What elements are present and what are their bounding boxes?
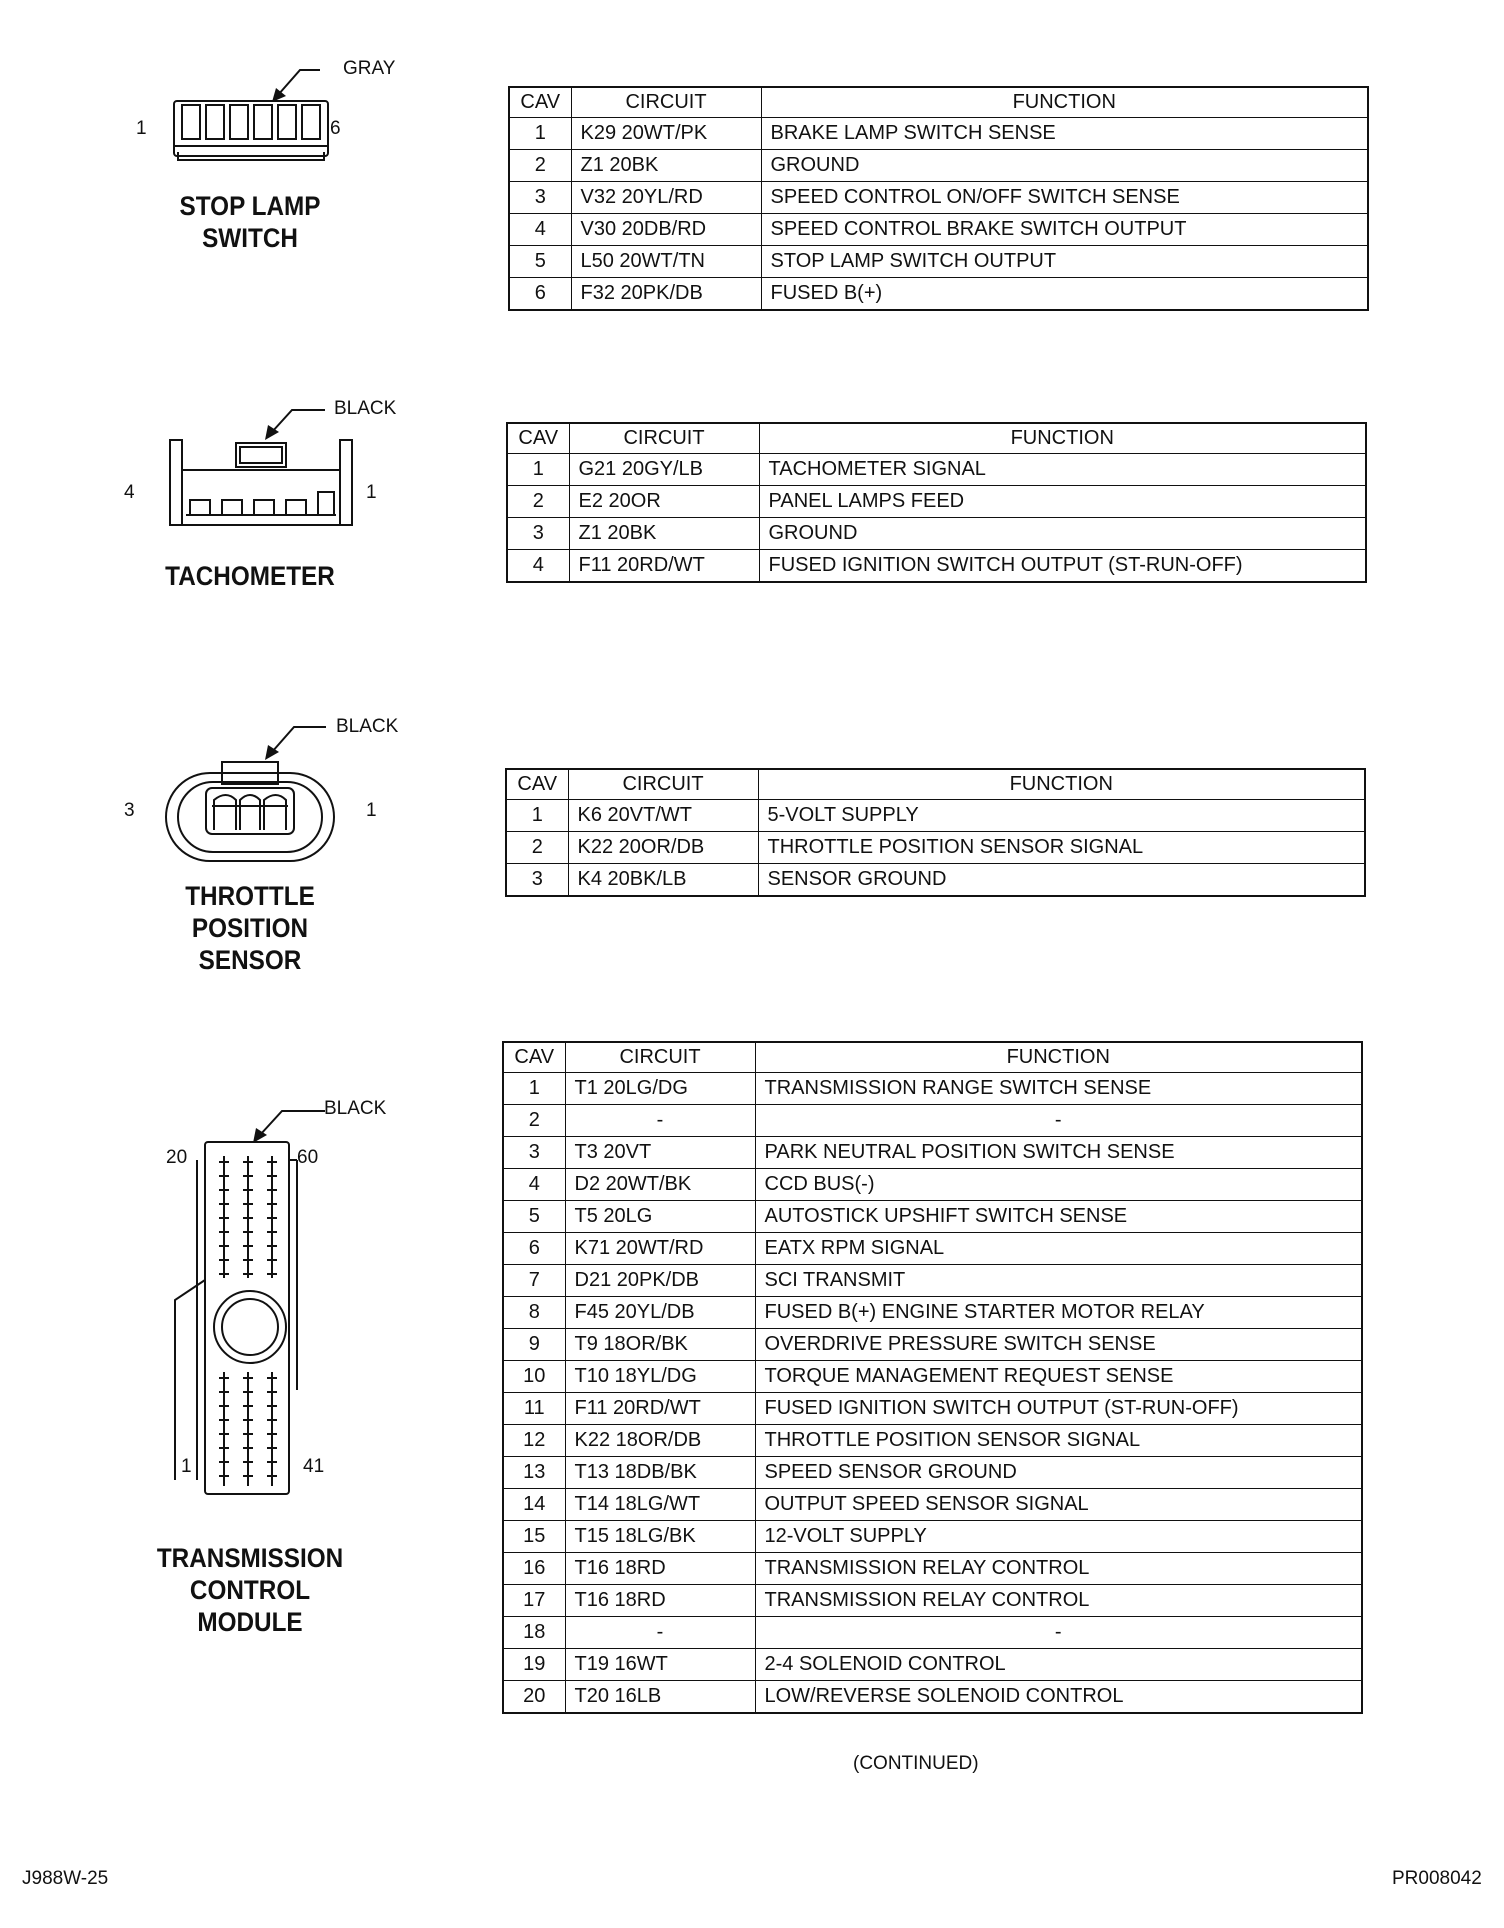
cav-cell: 8 [503,1297,565,1329]
circuit-cell: T9 18OR/BK [565,1329,755,1361]
circuit-cell: T20 16LB [565,1681,755,1714]
cav-cell: 2 [506,832,568,864]
cav-cell: 11 [503,1393,565,1425]
header-circuit: CIRCUIT [568,769,758,800]
cav-cell: 12 [503,1425,565,1457]
circuit-cell: T10 18YL/DG [565,1361,755,1393]
circuit-cell: T13 18DB/BK [565,1457,755,1489]
pinout-table-throttle-position-sensor [505,768,1366,897]
table-row [503,1233,1362,1265]
table-row [503,1265,1362,1297]
cav-cell: 1 [503,1073,565,1105]
circuit-cell: F11 20RD/WT [569,550,759,583]
table-row [503,1617,1362,1649]
pin-label-right: 1 [366,800,377,821]
function-cell: OUTPUT SPEED SENSOR SIGNAL [755,1489,1362,1521]
cav-cell: 5 [509,246,571,278]
circuit-cell: - [565,1105,755,1137]
circuit-cell: K22 20OR/DB [568,832,758,864]
cav-cell: 9 [503,1329,565,1361]
table-row [503,1457,1362,1489]
connector-name: TACHOMETER [165,561,335,591]
cav-cell: 1 [507,454,569,486]
circuit-cell: G21 20GY/LB [569,454,759,486]
figure-code-left: J988W-25 [22,1868,109,1889]
cav-cell: 2 [503,1105,565,1137]
header-cav: CAV [507,423,569,454]
circuit-cell: T16 18RD [565,1553,755,1585]
function-cell: GROUND [761,150,1368,182]
pin-label-top-right: 60 [297,1147,319,1168]
circuit-cell: K22 18OR/DB [565,1425,755,1457]
function-cell: SPEED CONTROL ON/OFF SWITCH SENSE [761,182,1368,214]
circuit-cell: Z1 20BK [571,150,761,182]
table-row [503,1521,1362,1553]
circuit-cell: F45 20YL/DB [565,1297,755,1329]
function-cell: FUSED B(+) [761,278,1368,311]
header-function: FUNCTION [755,1042,1362,1073]
function-cell: THROTTLE POSITION SENSOR SIGNAL [755,1425,1362,1457]
circuit-cell: K71 20WT/RD [565,1233,755,1265]
table-row [509,278,1368,311]
function-cell: 2-4 SOLENOID CONTROL [755,1649,1362,1681]
function-cell: AUTOSTICK UPSHIFT SWITCH SENSE [755,1201,1362,1233]
function-cell: FUSED IGNITION SWITCH OUTPUT (ST-RUN-OFF) [759,550,1366,583]
function-cell: FUSED B(+) ENGINE STARTER MOTOR RELAY [755,1297,1362,1329]
pin-label-left: 1 [136,118,147,139]
function-cell: SENSOR GROUND [758,864,1365,897]
cav-cell: 6 [509,278,571,311]
function-cell: THROTTLE POSITION SENSOR SIGNAL [758,832,1365,864]
function-cell: TRANSMISSION RELAY CONTROL [755,1585,1362,1617]
table-row [507,518,1366,550]
function-cell: - [755,1105,1362,1137]
function-cell: TRANSMISSION RELAY CONTROL [755,1553,1362,1585]
table-header-row [507,423,1366,454]
table-row [509,182,1368,214]
header-function: FUNCTION [759,423,1366,454]
table-row [503,1105,1362,1137]
table-row [509,118,1368,150]
circuit-cell: T14 18LG/WT [565,1489,755,1521]
continued-note: (CONTINUED) [853,1753,979,1774]
pinout-table-stop-lamp-switch [508,86,1369,311]
circuit-cell: V30 20DB/RD [571,214,761,246]
function-cell: 5-VOLT SUPPLY [758,800,1365,832]
cav-cell: 2 [507,486,569,518]
circuit-cell: F32 20PK/DB [571,278,761,311]
pin-label-right: 6 [330,118,341,139]
figure-code-right: PR008042 [1392,1868,1482,1889]
function-cell: LOW/REVERSE SOLENOID CONTROL [755,1681,1362,1714]
table-row [503,1329,1362,1361]
function-cell: GROUND [759,518,1366,550]
table-header-row [509,87,1368,118]
cav-cell: 7 [503,1265,565,1297]
pin-label-left: 3 [124,800,135,821]
pin-label-top-left: 20 [166,1147,188,1168]
connector-color-label: BLACK [324,1098,387,1119]
circuit-cell: T5 20LG [565,1201,755,1233]
function-cell: OVERDRIVE PRESSURE SWITCH SENSE [755,1329,1362,1361]
circuit-cell: V32 20YL/RD [571,182,761,214]
table-row [503,1681,1362,1714]
header-circuit: CIRCUIT [569,423,759,454]
cav-cell: 14 [503,1489,565,1521]
table-row [509,214,1368,246]
cav-cell: 19 [503,1649,565,1681]
circuit-cell: D2 20WT/BK [565,1169,755,1201]
header-function: FUNCTION [761,87,1368,118]
table-row [503,1361,1362,1393]
pin-label-right: 1 [366,482,377,503]
cav-cell: 18 [503,1617,565,1649]
table-row [503,1137,1362,1169]
circuit-cell: T19 16WT [565,1649,755,1681]
cav-cell: 4 [503,1169,565,1201]
connector-name: TRANSMISSION CONTROL MODULE [156,1543,344,1637]
connector-color-label: BLACK [334,398,397,419]
table-row [503,1169,1362,1201]
cav-cell: 3 [506,864,568,897]
pin-label-bottom-left: 1 [181,1456,192,1477]
pin-label-left: 4 [124,482,135,503]
circuit-cell: K29 20WT/PK [571,118,761,150]
function-cell: BRAKE LAMP SWITCH SENSE [761,118,1368,150]
function-cell: SPEED CONTROL BRAKE SWITCH OUTPUT [761,214,1368,246]
pinout-table-transmission-control-module [502,1041,1363,1714]
header-cav: CAV [506,769,568,800]
function-cell: TORQUE MANAGEMENT REQUEST SENSE [755,1361,1362,1393]
cav-cell: 6 [503,1233,565,1265]
cav-cell: 16 [503,1553,565,1585]
connector-color-label: BLACK [336,716,399,737]
connector-name: THROTTLE POSITION SENSOR [185,881,315,975]
cav-cell: 15 [503,1521,565,1553]
table-header-row [503,1042,1362,1073]
table-row [503,1553,1362,1585]
header-cav: CAV [509,87,571,118]
table-row [506,864,1365,897]
table-row [503,1489,1362,1521]
cav-cell: 1 [509,118,571,150]
connector-name: STOP LAMP SWITCH [179,191,321,253]
function-cell: SPEED SENSOR GROUND [755,1457,1362,1489]
circuit-cell: E2 20OR [569,486,759,518]
table-row [509,150,1368,182]
circuit-cell: K6 20VT/WT [568,800,758,832]
pinout-table-tachometer [506,422,1367,583]
header-circuit: CIRCUIT [571,87,761,118]
table-row [503,1425,1362,1457]
circuit-cell: D21 20PK/DB [565,1265,755,1297]
circuit-cell: Z1 20BK [569,518,759,550]
circuit-cell: T1 20LG/DG [565,1073,755,1105]
table-header-row [506,769,1365,800]
cav-cell: 5 [503,1201,565,1233]
table-row [507,550,1366,583]
function-cell: SCI TRANSMIT [755,1265,1362,1297]
circuit-cell: T15 18LG/BK [565,1521,755,1553]
circuit-cell: K4 20BK/LB [568,864,758,897]
header-function: FUNCTION [758,769,1365,800]
connector-color-label: GRAY [343,58,396,79]
cav-cell: 13 [503,1457,565,1489]
function-cell: PARK NEUTRAL POSITION SWITCH SENSE [755,1137,1362,1169]
table-row [503,1393,1362,1425]
function-cell: FUSED IGNITION SWITCH OUTPUT (ST-RUN-OFF) [755,1393,1362,1425]
header-cav: CAV [503,1042,565,1073]
circuit-cell: L50 20WT/TN [571,246,761,278]
function-cell: CCD BUS(-) [755,1169,1362,1201]
table-row [507,454,1366,486]
cav-cell: 3 [509,182,571,214]
table-row [503,1073,1362,1105]
function-cell: TACHOMETER SIGNAL [759,454,1366,486]
cav-cell: 3 [503,1137,565,1169]
circuit-cell: F11 20RD/WT [565,1393,755,1425]
table-row [509,246,1368,278]
circuit-cell: T3 20VT [565,1137,755,1169]
circuit-cell: - [565,1617,755,1649]
function-cell: STOP LAMP SWITCH OUTPUT [761,246,1368,278]
table-row [503,1585,1362,1617]
cav-cell: 1 [506,800,568,832]
function-cell: 12-VOLT SUPPLY [755,1521,1362,1553]
cav-cell: 17 [503,1585,565,1617]
cav-cell: 2 [509,150,571,182]
cav-cell: 4 [507,550,569,583]
header-circuit: CIRCUIT [565,1042,755,1073]
table-row [507,486,1366,518]
function-cell: TRANSMISSION RANGE SWITCH SENSE [755,1073,1362,1105]
cav-cell: 20 [503,1681,565,1714]
pin-label-bottom-right: 41 [303,1456,325,1477]
table-row [503,1297,1362,1329]
circuit-cell: T16 18RD [565,1585,755,1617]
table-row [506,832,1365,864]
cav-cell: 10 [503,1361,565,1393]
function-cell: EATX RPM SIGNAL [755,1233,1362,1265]
function-cell: - [755,1617,1362,1649]
table-row [503,1649,1362,1681]
cav-cell: 3 [507,518,569,550]
cav-cell: 4 [509,214,571,246]
function-cell: PANEL LAMPS FEED [759,486,1366,518]
table-row [503,1201,1362,1233]
table-row [506,800,1365,832]
